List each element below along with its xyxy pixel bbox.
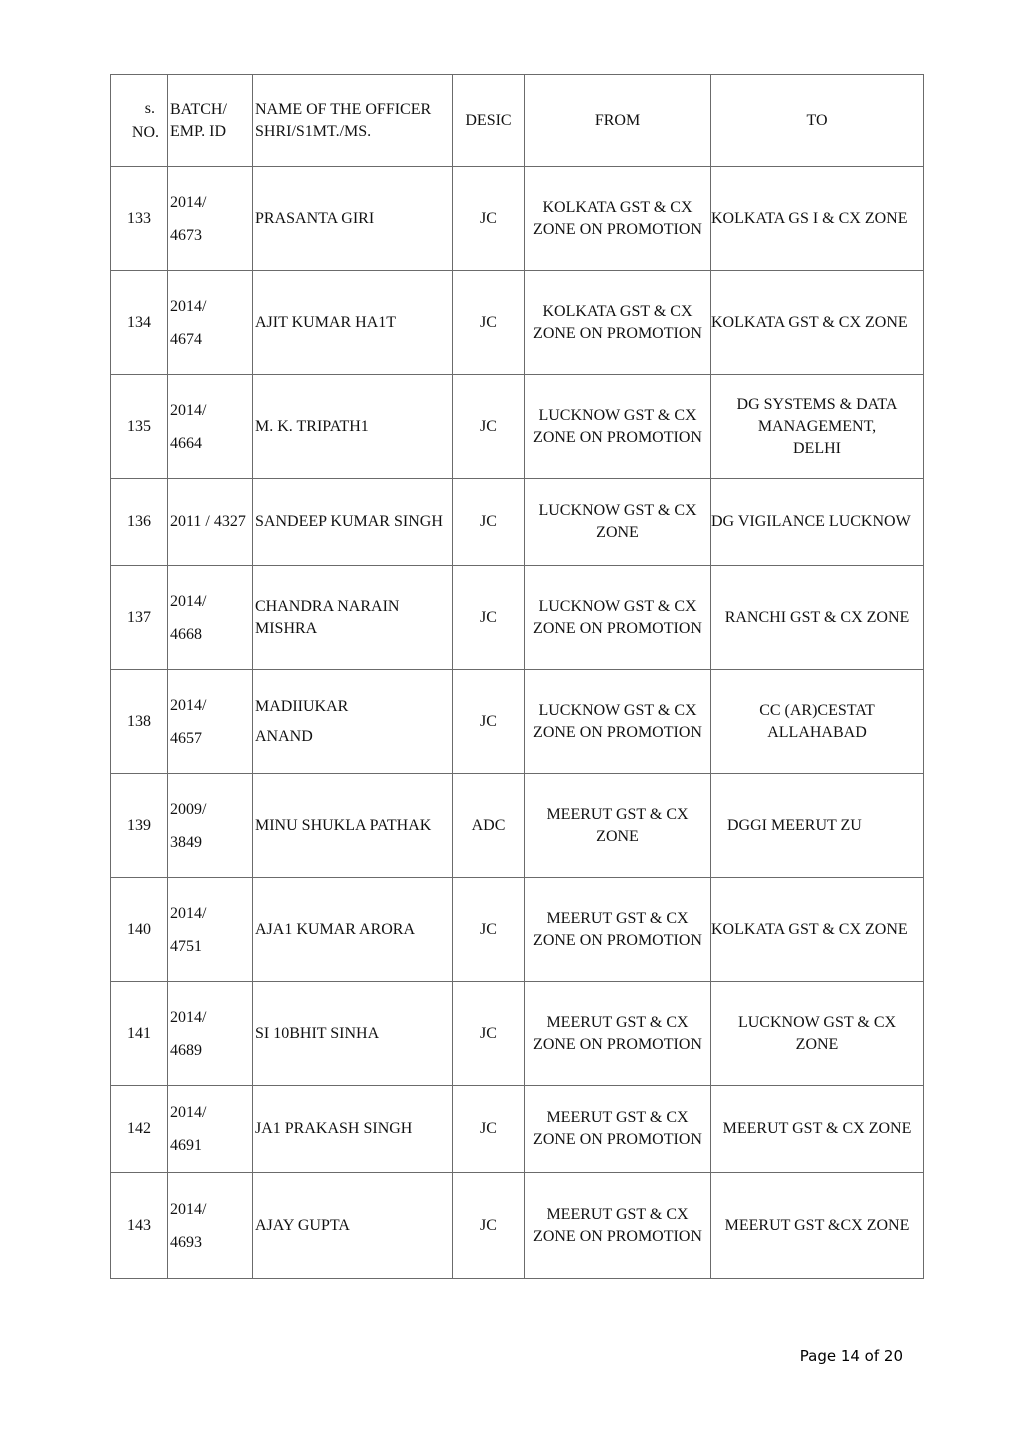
cell-batch xyxy=(168,271,253,375)
cell-from xyxy=(525,1173,711,1279)
cell-designation: JC xyxy=(453,670,525,774)
cell-from xyxy=(525,774,711,878)
table-row xyxy=(111,982,924,1086)
cell-from-line2: ZONE ON PROMOTION xyxy=(533,1227,702,1245)
header-batch xyxy=(168,75,253,167)
cell-officer-name xyxy=(253,670,453,774)
cell-batch-id: 4691 xyxy=(170,1137,202,1154)
cell-batch xyxy=(168,774,253,878)
header-from: FROM xyxy=(525,75,711,167)
cell-batch-id: 4673 xyxy=(170,226,202,244)
cell-officer-name xyxy=(253,566,453,670)
cell-to-line2: MANAGEMENT, xyxy=(757,417,877,435)
cell-from-line1: MEERUT GST & CX xyxy=(546,805,689,823)
cell-to-line1: RANCHI GST & CX ZONE xyxy=(724,608,910,626)
cell-from-line1: KOLKATA GST & CX xyxy=(542,198,693,216)
cell-batch-id: 3849 xyxy=(170,833,202,851)
cell-name-line1: AJAY GUPTA xyxy=(255,1216,350,1234)
cell-name-line1: SI 10BHIT SINHA xyxy=(255,1024,380,1042)
cell-to xyxy=(711,167,924,271)
cell-name-line1: M. K. TRIPATH1 xyxy=(255,417,369,435)
cell-batch-id: 4657 xyxy=(170,729,202,747)
header-name-line1: NAME OF THE OFFICER xyxy=(255,100,432,118)
cell-to-line1: DGGI MEERUT ZU xyxy=(727,816,862,834)
cell-sno: 136 xyxy=(111,479,168,566)
cell-to xyxy=(711,982,924,1086)
cell-from-line2: ZONE ON PROMOTION xyxy=(533,1131,702,1148)
header-sno-line1: s. xyxy=(144,99,155,117)
table-row xyxy=(111,670,924,774)
cell-to-line1: LUCKNOW GST & CX xyxy=(737,1013,897,1031)
header-sno-line2: NO. xyxy=(131,123,159,141)
cell-from-line2: ZONE ON PROMOTION xyxy=(533,723,702,741)
cell-sno: 139 xyxy=(111,774,168,878)
cell-from xyxy=(525,271,711,375)
cell-batch-year: 2011 / 4327 xyxy=(170,513,246,530)
cell-sno: 134 xyxy=(111,271,168,375)
cell-to-line1: DG SYSTEMS & DATA xyxy=(736,395,898,413)
cell-to xyxy=(711,1173,924,1279)
cell-from-line1: LUCKNOW GST & CX xyxy=(538,406,697,424)
cell-batch xyxy=(168,375,253,479)
cell-to xyxy=(711,774,924,878)
table-row xyxy=(111,167,924,271)
header-name xyxy=(253,75,453,167)
cell-from xyxy=(525,982,711,1086)
cell-officer-name xyxy=(253,167,453,271)
cell-name-line2: MISHRA xyxy=(255,619,318,637)
cell-to-line1: KOLKATA GST & CX ZONE xyxy=(711,920,908,938)
cell-designation: JC xyxy=(453,375,525,479)
header-to: TO xyxy=(711,75,924,167)
cell-batch-year: 2009/ xyxy=(170,800,207,818)
cell-sno: 135 xyxy=(111,375,168,479)
header-batch-line1: BATCH/ xyxy=(170,100,227,118)
cell-name-line1: MINU SHUKLA PATHAK xyxy=(255,816,432,834)
cell-from-line1: MEERUT GST & CX xyxy=(546,1205,689,1223)
header-name-line2: SHRI/S1MT./MS. xyxy=(255,122,372,140)
cell-batch-id: 4751 xyxy=(170,937,202,955)
cell-name-line1: CHANDRA NARAIN xyxy=(255,597,400,615)
cell-batch xyxy=(168,982,253,1086)
header-row xyxy=(111,75,924,167)
cell-officer-name xyxy=(253,479,453,566)
table-header xyxy=(111,75,924,167)
cell-officer-name xyxy=(253,774,453,878)
cell-to-line1: MEERUT GST &CX ZONE xyxy=(724,1216,910,1234)
cell-to-line1: DG VIGILANCE LUCKNOW xyxy=(711,513,911,530)
cell-from-line1: MEERUT GST & CX xyxy=(546,1109,689,1126)
cell-designation: JC xyxy=(453,566,525,670)
cell-batch-id: 4664 xyxy=(170,434,202,452)
cell-from-line2: ZONE ON PROMOTION xyxy=(533,428,702,446)
cell-officer-name xyxy=(253,375,453,479)
cell-from xyxy=(525,566,711,670)
cell-from xyxy=(525,167,711,271)
table-row xyxy=(111,479,924,566)
table-row xyxy=(111,566,924,670)
cell-officer-name xyxy=(253,878,453,982)
cell-name-line1: AJIT KUMAR HA1T xyxy=(255,313,397,331)
cell-designation: ADC xyxy=(453,774,525,878)
cell-to-line3: DELHI xyxy=(793,439,841,457)
cell-batch-year: 2014/ xyxy=(170,1104,207,1121)
cell-sno: 141 xyxy=(111,982,168,1086)
cell-from xyxy=(525,375,711,479)
cell-from-line2: ZONE ON PROMOTION xyxy=(533,220,702,238)
cell-name-line1: SANDEEP KUMAR SINGH xyxy=(255,513,443,530)
cell-name-line1: PRASANTA GIRI xyxy=(255,209,375,227)
cell-to xyxy=(711,1086,924,1173)
cell-sno: 142 xyxy=(111,1086,168,1173)
header-batch-line2: EMP. ID xyxy=(170,122,227,140)
cell-from xyxy=(525,479,711,566)
cell-batch xyxy=(168,167,253,271)
cell-name-line1: AJA1 KUMAR ARORA xyxy=(255,920,416,938)
cell-batch xyxy=(168,878,253,982)
cell-to-line1: MEERUT GST & CX ZONE xyxy=(722,1120,912,1137)
cell-batch-year: 2014/ xyxy=(170,904,207,922)
cell-batch-id: 4693 xyxy=(170,1233,202,1251)
cell-to-line1: KOLKATA GS I & CX ZONE xyxy=(711,209,908,227)
cell-batch-year: 2014/ xyxy=(170,696,207,714)
cell-from xyxy=(525,1086,711,1173)
cell-sno: 137 xyxy=(111,566,168,670)
cell-from-line1: LUCKNOW GST & CX xyxy=(538,701,697,719)
cell-sno: 143 xyxy=(111,1173,168,1279)
cell-batch xyxy=(168,479,253,566)
cell-name-line2: ANAND xyxy=(255,727,313,745)
cell-batch-id: 4689 xyxy=(170,1041,202,1059)
cell-batch xyxy=(168,566,253,670)
table-row xyxy=(111,774,924,878)
officer-transfer-table xyxy=(110,74,924,1279)
cell-from xyxy=(525,670,711,774)
cell-batch-year: 2014/ xyxy=(170,1200,207,1218)
cell-to-line1: KOLKATA GST & CX ZONE xyxy=(711,313,908,331)
table-row xyxy=(111,1086,924,1173)
cell-designation: JC xyxy=(453,479,525,566)
cell-to xyxy=(711,479,924,566)
table-row xyxy=(111,375,924,479)
cell-to-line2: ZONE xyxy=(795,1035,839,1053)
cell-sno: 133 xyxy=(111,167,168,271)
table-body xyxy=(111,167,924,1279)
cell-to xyxy=(711,670,924,774)
header-designation: DESIC xyxy=(453,75,525,167)
cell-designation: JC xyxy=(453,271,525,375)
cell-to-line1: CC (AR)CESTAT xyxy=(759,701,875,719)
header-sno xyxy=(111,75,168,167)
cell-from xyxy=(525,878,711,982)
cell-batch-year: 2014/ xyxy=(170,297,207,315)
cell-name-line1: JA1 PRAKASH SINGH xyxy=(255,1120,413,1137)
cell-designation: JC xyxy=(453,1173,525,1279)
cell-from-line1: MEERUT GST & CX xyxy=(546,1013,689,1031)
cell-batch xyxy=(168,1173,253,1279)
cell-from-line1: LUCKNOW GST & CX xyxy=(538,502,697,519)
cell-officer-name xyxy=(253,982,453,1086)
cell-officer-name xyxy=(253,1173,453,1279)
cell-from-line1: KOLKATA GST & CX xyxy=(542,302,693,320)
cell-batch xyxy=(168,670,253,774)
cell-batch-year: 2014/ xyxy=(170,193,207,211)
cell-from-line2: ZONE xyxy=(596,827,639,845)
cell-designation: JC xyxy=(453,167,525,271)
cell-from-line2: ZONE ON PROMOTION xyxy=(533,931,702,949)
cell-batch-id: 4674 xyxy=(170,330,202,348)
cell-name-line1: MADIIUKAR xyxy=(255,697,349,715)
cell-from-line1: LUCKNOW GST & CX xyxy=(538,597,697,615)
cell-batch-year: 2014/ xyxy=(170,1008,207,1026)
cell-from-line2: ZONE ON PROMOTION xyxy=(533,1035,702,1053)
cell-batch xyxy=(168,1086,253,1173)
cell-batch-year: 2014/ xyxy=(170,401,207,419)
cell-from-line2: ZONE ON PROMOTION xyxy=(533,324,702,342)
cell-to xyxy=(711,271,924,375)
cell-sno: 138 xyxy=(111,670,168,774)
cell-batch-year: 2014/ xyxy=(170,592,207,610)
cell-sno: 140 xyxy=(111,878,168,982)
table-row xyxy=(111,1173,924,1279)
cell-to-line2: ALLAHABAD xyxy=(767,723,867,741)
page-number: Page 14 of 20 xyxy=(799,1347,903,1365)
cell-officer-name xyxy=(253,1086,453,1173)
cell-to xyxy=(711,375,924,479)
cell-from-line2: ZONE xyxy=(596,524,639,541)
cell-batch-id: 4668 xyxy=(170,625,202,643)
table-row xyxy=(111,271,924,375)
cell-designation: JC xyxy=(453,982,525,1086)
cell-from-line2: ZONE ON PROMOTION xyxy=(533,619,702,637)
cell-designation: JC xyxy=(453,1086,525,1173)
cell-to xyxy=(711,878,924,982)
cell-from-line1: MEERUT GST & CX xyxy=(546,909,689,927)
cell-designation: JC xyxy=(453,878,525,982)
cell-officer-name xyxy=(253,271,453,375)
table-row xyxy=(111,878,924,982)
cell-to xyxy=(711,566,924,670)
